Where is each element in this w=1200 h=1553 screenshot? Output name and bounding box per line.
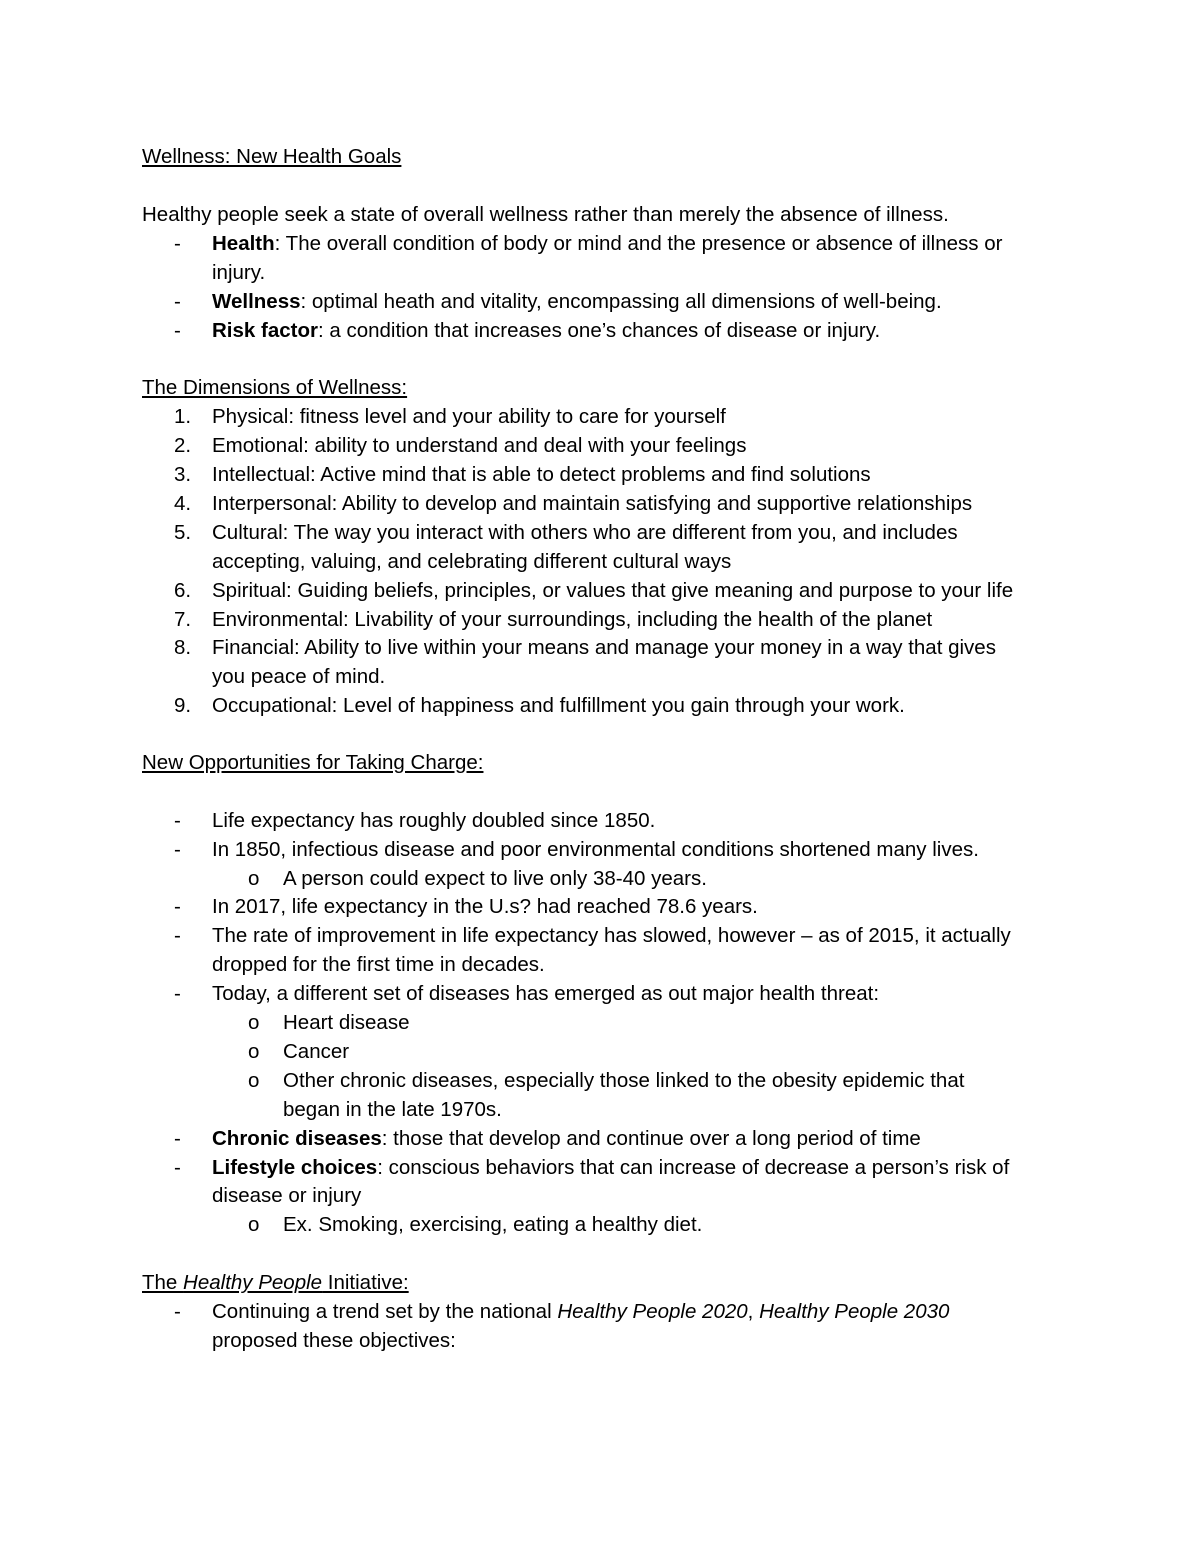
bullet-item — [0, 892, 1200, 921]
dash-marker: - — [174, 1300, 181, 1323]
dash-marker: - — [174, 232, 181, 255]
circle-marker: o — [248, 1069, 260, 1092]
intro-text: Healthy people seek a state of overall wellness rather than merely the absence of illness. — [142, 203, 949, 226]
sub-bullet-text: A person could expect to live only 38-40 years. — [283, 867, 707, 890]
heading-post: Initiative: — [322, 1271, 409, 1294]
sub-bullet-text: Cancer — [283, 1040, 350, 1063]
sub-bullet-item — [0, 1008, 1200, 1037]
heading-opportunities — [0, 748, 1200, 777]
bullet-text: proposed these objectives: — [212, 1329, 456, 1352]
def-health-text: : The overall condition of body or mind and the presence or absence of illness or — [274, 232, 1003, 255]
item-text: Environmental: Livability of your surroundings, including the health of the planet — [212, 608, 933, 631]
bullet-text: dropped for the first time in decades. — [212, 953, 545, 976]
dash-marker: - — [174, 319, 181, 342]
item-number: 9. — [174, 694, 192, 717]
bullet-text: disease or injury — [212, 1184, 362, 1207]
item-text: Cultural: The way you interact with others who are different from you, and includes — [212, 521, 958, 544]
item-number: 6. — [174, 579, 192, 602]
dimension-item — [0, 402, 1200, 431]
bullet-item — [0, 921, 1200, 950]
item-text: accepting, valuing, and celebrating different cultural ways — [212, 550, 732, 573]
heading-wellness — [0, 142, 1200, 171]
dimension-item — [0, 489, 1200, 518]
dimension-item — [0, 691, 1200, 720]
bullet-text: In 2017, life expectancy in the U.s? had reached 78.6 years. — [212, 895, 758, 918]
item-text: Interpersonal: Ability to develop and maintain satisfying and supportive relationships — [212, 492, 973, 515]
item-number: 7. — [174, 608, 192, 631]
bullet-text-mid: , — [747, 1300, 760, 1323]
bullet-item-cont — [0, 1326, 1200, 1355]
term-health: Health — [212, 232, 275, 255]
bullet-item-cont — [0, 1181, 1200, 1210]
bullet-text: Today, a different set of diseases has emerged as out major health threat: — [212, 982, 880, 1005]
bullet-item — [0, 1297, 1200, 1326]
def-lifestyle-text: : conscious behaviors that can increase of decrease a person’s risk of — [377, 1156, 1010, 1179]
dash-marker: - — [174, 809, 181, 832]
item-number: 2. — [174, 434, 192, 457]
bullet-text — [212, 1297, 949, 1326]
def-health-text-cont: injury. — [212, 261, 266, 284]
heading-text: The Dimensions of Wellness: — [142, 376, 408, 399]
circle-marker: o — [248, 1040, 260, 1063]
bullet-item — [0, 806, 1200, 835]
item-number: 8. — [174, 636, 192, 659]
dimension-item-cont — [0, 547, 1200, 576]
dash-marker: - — [174, 924, 181, 947]
dimension-item — [0, 633, 1200, 662]
item-text: Intellectual: Active mind that is able to detect problems and find solutions — [212, 463, 871, 486]
item-number: 4. — [174, 492, 192, 515]
bullet-item — [0, 1153, 1200, 1182]
item-number: 5. — [174, 521, 192, 544]
item-number: 1. — [174, 405, 192, 428]
heading-dimensions — [0, 373, 1200, 402]
heading-text — [142, 1268, 409, 1297]
heading-text: New Opportunities for Taking Charge: — [142, 751, 484, 774]
heading-text: Wellness: New Health Goals — [142, 145, 402, 168]
bullet-text: In 1850, infectious disease and poor environmental conditions shortened many lives. — [212, 838, 979, 861]
bullet-text-pre: Continuing a trend set by the national — [212, 1300, 558, 1323]
sub-bullet-item — [0, 864, 1200, 893]
heading-pre: The — [142, 1271, 184, 1294]
circle-marker: o — [248, 1213, 260, 1236]
sub-bullet-item — [0, 1066, 1200, 1095]
intro-paragraph — [0, 200, 1200, 229]
dimension-item — [0, 460, 1200, 489]
term-chronic-diseases: Chronic diseases — [212, 1127, 382, 1150]
def-wellness-text: : optimal heath and vitality, encompassing all dimensions of well-being. — [300, 290, 942, 313]
dimension-item — [0, 605, 1200, 634]
bullet-text: The rate of improvement in life expectancy has slowed, however – as of 2015, it actually — [212, 924, 1011, 947]
dimension-item-cont — [0, 662, 1200, 691]
dash-marker: - — [174, 1156, 181, 1179]
item-text: Physical: fitness level and your ability to care for yourself — [212, 405, 726, 428]
sub-bullet-item — [0, 1037, 1200, 1066]
item-text: Occupational: Level of happiness and fulfillment you gain through your work. — [212, 694, 905, 717]
dash-marker: - — [174, 982, 181, 1005]
bullet-item — [0, 1124, 1200, 1153]
circle-marker: o — [248, 1011, 260, 1034]
heading-italic: Healthy People — [183, 1271, 323, 1294]
term-wellness: Wellness — [212, 290, 301, 313]
dimension-item — [0, 576, 1200, 605]
item-number: 3. — [174, 463, 192, 486]
def-wellness — [0, 287, 1200, 316]
bullet-text: Life expectancy has roughly doubled since 1850. — [212, 809, 656, 832]
dash-marker: - — [174, 838, 181, 861]
term-lifestyle-choices: Lifestyle choices — [212, 1156, 378, 1179]
item-text: Financial: Ability to live within your means and manage your money in a way that gives — [212, 636, 996, 659]
sub-bullet-text: Other chronic diseases, especially those linked to the obesity epidemic that — [283, 1069, 965, 1092]
circle-marker: o — [248, 867, 260, 890]
sub-bullet-text: Heart disease — [283, 1011, 410, 1034]
bullet-item-cont — [0, 950, 1200, 979]
dash-marker: - — [174, 895, 181, 918]
dash-marker: - — [174, 1127, 181, 1150]
bullet-item — [0, 835, 1200, 864]
def-health — [0, 229, 1200, 258]
dimension-item — [0, 518, 1200, 547]
dash-marker: - — [174, 290, 181, 313]
dimension-item — [0, 431, 1200, 460]
bullet-item — [0, 979, 1200, 1008]
sub-bullet-text: Ex. Smoking, exercising, eating a healthy diet. — [283, 1213, 703, 1236]
def-health-cont — [0, 258, 1200, 287]
item-text: you peace of mind. — [212, 665, 386, 688]
sub-bullet-item-cont — [0, 1095, 1200, 1124]
italic-hp2030: Healthy People 2030 — [759, 1300, 950, 1323]
def-risk-factor — [0, 316, 1200, 345]
def-risk-text: : a condition that increases one’s chances of disease or injury. — [317, 319, 881, 342]
heading-healthy-people — [0, 1268, 1200, 1297]
sub-bullet-item — [0, 1210, 1200, 1239]
item-text: Spiritual: Guiding beliefs, principles, or values that give meaning and purpose to your life — [212, 579, 1014, 602]
def-chronic-text: : those that develop and continue over a long period of time — [381, 1127, 921, 1150]
item-text: Emotional: ability to understand and deal with your feelings — [212, 434, 747, 457]
term-risk-factor: Risk factor — [212, 319, 318, 342]
sub-bullet-text: began in the late 1970s. — [283, 1098, 502, 1121]
italic-hp2020: Healthy People 2020 — [557, 1300, 748, 1323]
